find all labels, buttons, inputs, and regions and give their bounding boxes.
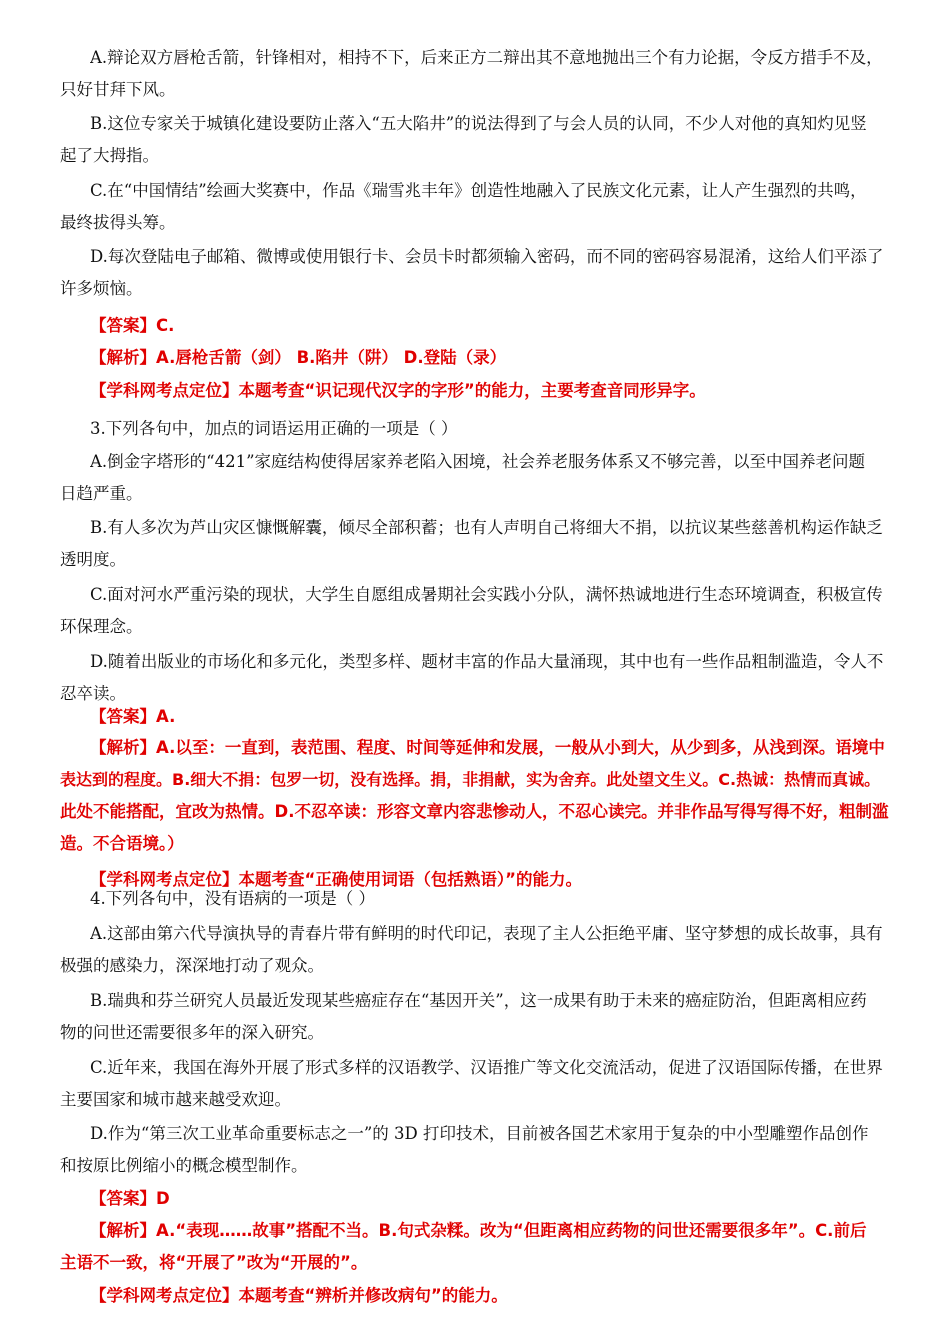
q2-option-c-line2: 最终拔得头筹。 xyxy=(60,213,176,232)
q3-option-b-line2: 透明度。 xyxy=(60,550,126,569)
q3-option-c-line2: 环保理念。 xyxy=(60,617,143,636)
q2-analysis-label: 【解析】 xyxy=(90,348,156,367)
q2-option-b-line2: 起了大拇指。 xyxy=(60,146,159,165)
q4-analysis-label: 【解析】 xyxy=(90,1221,156,1240)
q2-option-d-line2: 许多烦恼。 xyxy=(60,279,143,298)
q3-option-d-line1: D.随着出版业的市场化和多元化，类型多样、题材丰富的作品大量涌现，其中也有一些作品粗制滥造，令人不 xyxy=(90,652,884,671)
q4-answer xyxy=(90,1188,900,1210)
q4-option-c-line1: C.近年来，我国在海外开展了形式多样的汉语教学、汉语推广等文化交流活动，促进了汉语国际传播，在世界 xyxy=(90,1058,883,1077)
q4-option-b-line2: 物的问世还需要很多年的深入研究。 xyxy=(60,1023,324,1042)
q2-analysis xyxy=(90,347,900,369)
q4-kp-text: 本题考查“辨析并修改病句”的能力。 xyxy=(238,1286,508,1305)
q3-option-a-line1: A.倒金字塔形的“421”家庭结构使得居家养老陷入困境，社会养老服务体系又不够完善，以至中国养老问题 xyxy=(90,452,866,471)
q3-answer xyxy=(90,706,900,728)
q4-answer-value: D xyxy=(156,1189,170,1208)
q2-analysis-text: A.唇枪舌箭（剑） B.陷井（阱） D.登陆（录） xyxy=(156,348,507,367)
q3-analysis-line3: 此处不能搭配，宜改为热情。D.不忍卒读：形容文章内容悲惨动人，不忍心读完。并非作品写得写得不好，粗制滥 xyxy=(60,802,889,821)
q3-analysis-label: 【解析】 xyxy=(90,738,156,757)
q3-answer-value: A. xyxy=(156,707,176,726)
q2-option-c-line1: C.在“中国情结”绘画大奖赛中，作品《瑞雪兆丰年》创造性地融入了民族文化元素，让人产生强烈的共鸣， xyxy=(90,181,867,200)
q3-option-a-line2: 日趋严重。 xyxy=(60,484,143,503)
q2-option-a-line2: 只好甘拜下风。 xyxy=(60,80,176,99)
q4-stem: 4.下列各句中，没有语病的一项是（ ） xyxy=(90,889,375,908)
q4-option-d-line1: D.作为“第三次工业革命重要标志之一”的 3D 打印技术，目前被各国艺术家用于复杂的中小型雕塑作品创作 xyxy=(90,1124,869,1143)
q3-analysis-line1 xyxy=(90,737,900,759)
q2-option-b-line1: B.这位专家关于城镇化建设要防止落入“五大陷井”的说法得到了与会人员的认同，不少人对他的真知灼见竖 xyxy=(90,114,867,133)
q4-option-c-line2: 主要国家和城市越来越受欢迎。 xyxy=(60,1090,291,1109)
q3-kp-text: 本题考查“正确使用词语（包括熟语）”的能力。 xyxy=(238,870,582,889)
q4-option-a-line2: 极强的感染力，深深地打动了观众。 xyxy=(60,956,324,975)
q4-analysis-text-1: A.“表现……故事”搭配不当。B.句式杂糅。改为“但距离相应药物的问世还需要很多年”。C.前后 xyxy=(156,1221,867,1240)
q3-stem: 3.下列各句中，加点的词语运用正确的一项是（ ） xyxy=(90,419,458,438)
q2-kp-label: 【学科网考点定位】 xyxy=(90,381,239,400)
q3-analysis-line4: 造。不合语境。） xyxy=(60,834,184,853)
q3-option-c-line1: C.面对河水严重污染的现状，大学生自愿组成暑期社会实践小分队，满怀热诚地进行生态环境调查，积极宣传 xyxy=(90,585,883,604)
q4-option-a-line1: A.这部由第六代导演执导的青春片带有鲜明的时代印记，表现了主人公拒绝平庸、坚守梦想的成长故事，具有 xyxy=(90,924,883,943)
q4-option-d-line2: 和按原比例缩小的概念模型制作。 xyxy=(60,1156,308,1175)
q2-answer xyxy=(90,315,900,337)
q4-option-b-line1: B.瑞典和芬兰研究人员最近发现某些癌症存在“基因开关”，这一成果有助于未来的癌症防治，但距离相应药 xyxy=(90,991,867,1010)
q3-analysis-line2: 表达到的程度。B.细大不捐：包罗一切，没有选择。捐，非捐献，实为舍弃。此处望文生义。C.热诚：热情而真诚。 xyxy=(60,770,881,789)
q2-answer-value: C. xyxy=(156,316,175,335)
q3-analysis-text-1: A.以至：一直到，表范围、程度、时间等延伸和发展，一般从小到大，从少到多，从浅到深。语境中 xyxy=(156,738,885,757)
q3-kp-label: 【学科网考点定位】 xyxy=(90,870,239,889)
q2-option-d-line1: D.每次登陆电子邮箱、微博或使用银行卡、会员卡时都须输入密码，而不同的密码容易混淆，这给人们平添了 xyxy=(90,247,884,266)
q4-answer-label: 【答案】 xyxy=(90,1189,156,1208)
q3-option-d-line2: 忍卒读。 xyxy=(60,684,126,703)
q4-kp-label: 【学科网考点定位】 xyxy=(90,1286,239,1305)
q2-kp-text: 本题考查“识记现代汉字的字形”的能力，主要考查音同形异字。 xyxy=(238,381,706,400)
q2-answer-label: 【答案】 xyxy=(90,316,156,335)
q2-knowledge-point xyxy=(90,380,900,402)
q4-knowledge-point xyxy=(90,1285,900,1307)
q4-analysis-line1 xyxy=(90,1220,900,1242)
q2-option-a-line1: A.辩论双方唇枪舌箭，针锋相对，相持不下，后来正方二辩出其不意地抛出三个有力论据，令反方措手不及， xyxy=(90,48,883,67)
q3-answer-label: 【答案】 xyxy=(90,707,156,726)
q4-analysis-line2: 主语不一致，将“开展了”改为“开展的”。 xyxy=(60,1253,368,1272)
q3-option-b-line1: B.有人多次为芦山灾区慷慨解囊，倾尽全部积蓄；也有人声明自己将细大不捐，以抗议某些慈善机构运作缺乏 xyxy=(90,518,883,537)
